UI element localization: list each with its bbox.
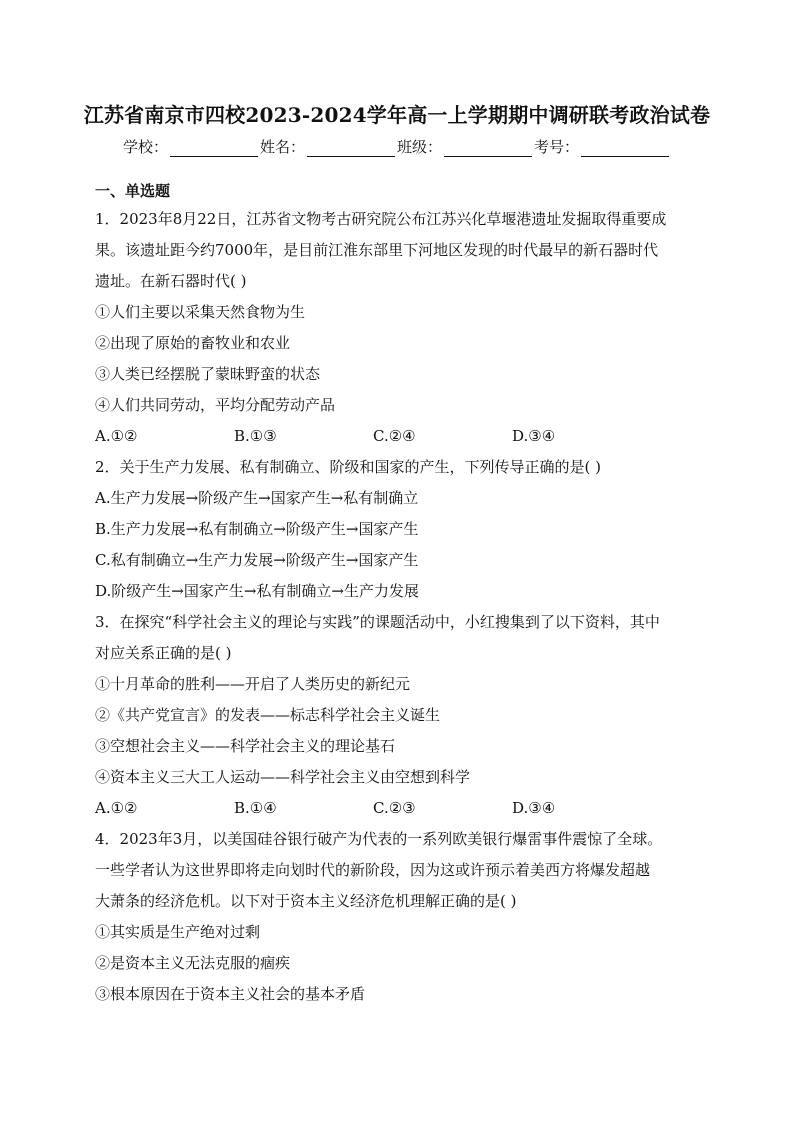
choice-c[interactable]: C.②③ [373, 799, 416, 817]
exam-number-label: 考号： [534, 138, 580, 156]
choice-c[interactable]: C.②④ [373, 427, 416, 445]
choice-a[interactable]: A.①② [95, 799, 138, 817]
statement: ④资本主义三大工人运动——科学社会主义由空想到科学 [95, 768, 471, 786]
question-stem-line: 2．关于生产力发展、私有制确立、阶级和国家的产生，下列传导正确的是( ) [95, 458, 602, 476]
section-title: 一、单选题 [95, 182, 171, 200]
choice-b[interactable]: B.①③ [234, 427, 277, 445]
statement: ③空想社会主义——科学社会主义的理论基石 [95, 737, 396, 755]
choice-d[interactable]: D.③④ [512, 427, 556, 445]
question-3 [95, 607, 698, 824]
choice-b[interactable]: B.生产力发展→私有制确立→阶级产生→国家产生 [95, 520, 419, 538]
school-field [123, 134, 260, 160]
choice-d[interactable]: D.③④ [512, 799, 556, 817]
question-stem-line: 4．2023年3月，以美国硅谷银行破产为代表的一系列欧美银行爆雷事件震惊了全球。 [95, 830, 663, 848]
question-stem-line: 对应关系正确的是( ) [95, 644, 232, 662]
question-stem-line: 1．2023年8月22日，江苏省文物考古研究院公布江苏兴化草堰港遗址发掘取得重要成 [95, 210, 667, 228]
statement: ②出现了原始的畜牧业和农业 [95, 334, 291, 352]
choice-b[interactable]: B.①④ [234, 799, 277, 817]
exam-number-field [534, 134, 671, 160]
question-stem-line: 一些学者认为这世界即将走向划时代的新阶段，因为这或许预示着美西方将爆发超越 [95, 861, 651, 879]
statement: ①十月革命的胜利——开启了人类历史的新纪元 [95, 675, 411, 693]
question-stem-line: 3．在探究“科学社会主义的理论与实践”的课题活动中，小红搜集到了以下资料，其中 [95, 613, 660, 631]
question-1 [95, 204, 698, 452]
statement: ③人类已经摆脱了蒙昧野蛮的状态 [95, 365, 321, 383]
question-stem-line: 遗址。在新石器时代( ) [95, 272, 247, 290]
statement: ②是资本主义无法克服的痼疾 [95, 954, 291, 972]
question-stem-line: 大萧条的经济危机。以下对于资本主义经济危机理解正确的是( ) [95, 892, 517, 910]
class-label: 班级： [397, 138, 443, 156]
choice-row [95, 421, 698, 452]
school-blank[interactable] [170, 138, 258, 157]
statement: ③根本原因在于资本主义社会的基本矛盾 [95, 985, 366, 1003]
school-label: 学校： [122, 138, 168, 156]
statement: ②《共产党宣言》的发表——标志科学社会主义诞生 [95, 706, 441, 724]
choice-d[interactable]: D.阶级产生→国家产生→私有制确立→生产力发展 [95, 582, 419, 600]
statement: ①人们主要以采集天然食物为生 [95, 303, 306, 321]
choice-a[interactable]: A.①② [95, 427, 138, 445]
exam-content [95, 178, 698, 1010]
name-blank[interactable] [307, 138, 395, 157]
question-stem-line: 果。该遗址距今约7000年，是目前江淮东部里下河地区发现的时代最早的新石器时代 [95, 241, 659, 259]
statement: ①其实质是生产绝对过剩 [95, 923, 261, 941]
question-2 [95, 452, 698, 607]
choice-a[interactable]: A.生产力发展→阶级产生→国家产生→私有制确立 [95, 489, 419, 507]
exam-number-blank[interactable] [581, 138, 669, 157]
class-blank[interactable] [444, 138, 532, 157]
choice-c[interactable]: C.私有制确立→生产力发展→阶级产生→国家产生 [95, 551, 419, 569]
question-4 [95, 824, 698, 1010]
student-info-row [0, 134, 794, 160]
choice-row [95, 793, 698, 824]
class-field [397, 134, 534, 160]
statement: ④人们共同劳动，平均分配劳动产品 [95, 396, 336, 414]
name-label: 姓名： [259, 138, 305, 156]
name-field [260, 134, 397, 160]
exam-title: 江苏省南京市四校2023-2024学年高一上学期期中调研联考政治试卷 [83, 103, 711, 127]
